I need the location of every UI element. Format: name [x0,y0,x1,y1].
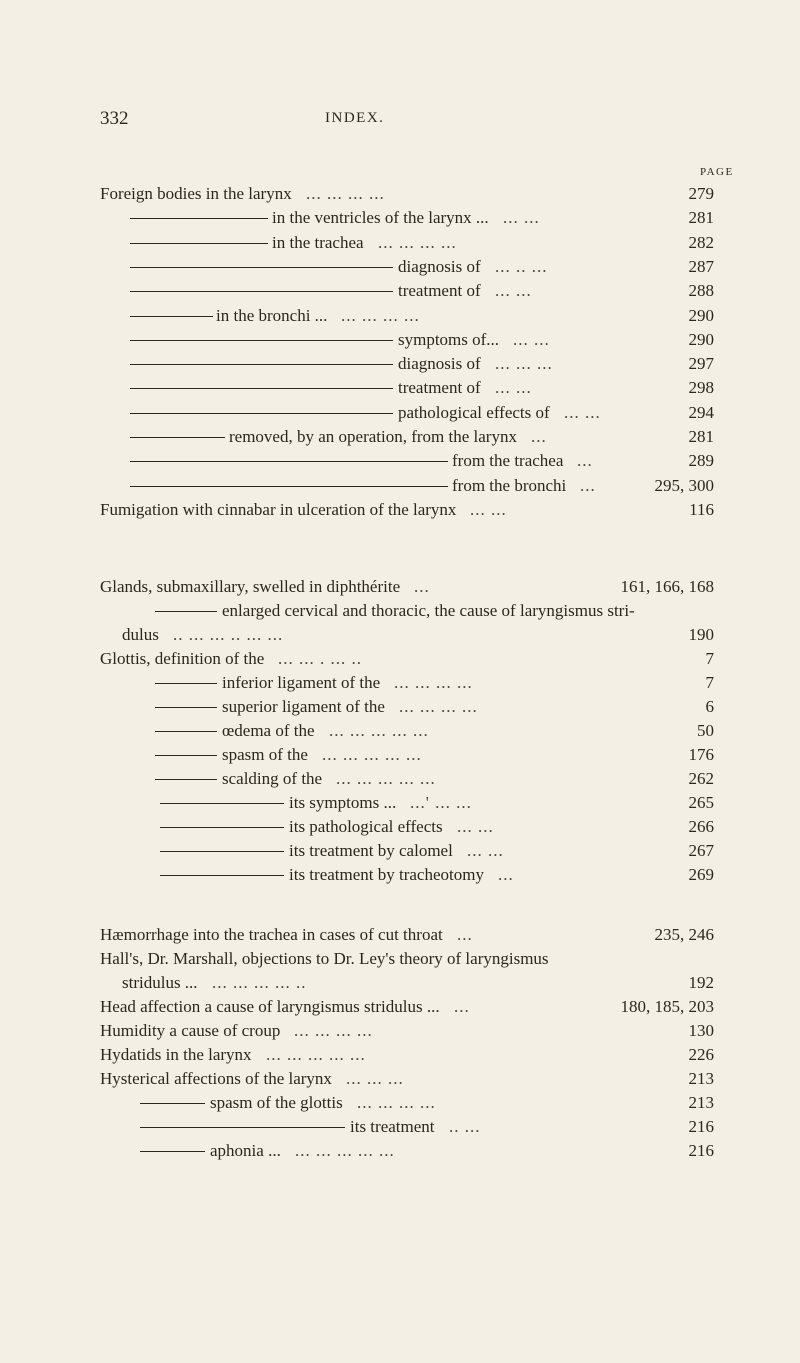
index-entry [0,863,800,887]
entry-text: inferior ligament of the [222,673,381,692]
ditto-dash [160,875,284,876]
entry-text: spasm of the [222,745,308,764]
index-entry [0,971,800,995]
page-reference: 7 [705,649,714,668]
leader-dots: ... [454,997,470,1016]
ditto-dash [130,218,268,219]
leader-dots: ... [498,865,514,884]
entry-text: Hæmorrhage into the trachea in cases of cut throat [100,925,443,944]
leader-dots: ... ... ... ... ... [295,1141,395,1160]
leader-dots: ... ... . ... .. [278,649,362,668]
ditto-dash [130,291,393,292]
entry-text: from the bronchi [452,475,567,495]
leader-dots: ... ... [457,817,494,836]
page-reference: 281 [688,427,714,446]
leader-dots: ... ... [513,329,550,349]
leader-dots: .. ... ... .. ... ... [173,625,284,644]
page-column-label: PAGE [700,166,734,178]
page-reference: 282 [688,232,714,252]
page-reference: 294 [688,402,714,422]
page-reference: 266 [688,817,714,836]
page-reference: 290 [688,329,714,349]
leader-dots: ... ... ... ... ... [336,769,436,788]
entry-text: in the bronchi ... [216,305,328,325]
leader-dots: ... [577,451,593,471]
page-reference: 279 [688,184,714,203]
leader-dots: ... ... ... ... [378,232,457,252]
page-reference: 265 [688,793,714,812]
index-entry [0,599,800,623]
ditto-dash [155,611,217,612]
ditto-dash [160,827,284,828]
entry-text: symptoms of... [398,329,500,349]
entry-text: dulus [122,625,159,644]
leader-dots: ... ... ... ... [399,697,478,716]
leader-dots: ... ... ... ... .. [212,973,307,992]
page-reference: 161, 166, 168 [620,577,714,596]
ditto-dash [130,243,268,244]
page-reference: 192 [688,973,714,992]
entry-text: Hysterical affections of the larynx [100,1069,332,1088]
page-reference: 290 [688,305,714,325]
ditto-dash [160,803,284,804]
index-entry [0,182,800,206]
page-header [0,108,800,132]
index-entry [0,1115,800,1139]
leader-dots: ... [414,577,430,596]
index-entry [0,231,800,255]
entry-text: its treatment by tracheotomy [289,865,484,884]
index-entry [0,328,800,352]
entry-text: Hall's, Dr. Marshall, objections to Dr. Ley's theory of laryngismus [100,949,549,968]
index-entry [0,815,800,839]
ditto-dash [155,755,217,756]
index-entry [0,719,800,743]
entry-text: treatment of [398,281,481,301]
index-entry [0,1019,800,1043]
ditto-dash [140,1127,345,1128]
page-reference: 298 [688,378,714,398]
leader-dots: ... ... [467,841,504,860]
leader-dots: ... ... ... [495,354,553,374]
page-reference: 7 [705,673,714,692]
page-reference: 176 [688,745,714,764]
leader-dots: ... [531,427,547,446]
index-entry [0,1067,800,1091]
entry-text: its pathological effects [289,817,443,836]
page-reference: 289 [688,451,714,471]
ditto-dash [155,731,217,732]
page-reference: 6 [705,697,714,716]
page-reference: 295, 300 [654,475,714,495]
index-entry [0,474,800,498]
entry-text: enlarged cervical and thoracic, the cause of laryngismus stri- [222,601,635,620]
index-entry [0,767,800,791]
leader-dots: ... ... ... ... [294,1021,373,1040]
leader-dots: .. ... [449,1117,481,1136]
entry-text: from the trachea [452,451,564,471]
ditto-dash [155,779,217,780]
page-reference: 297 [688,354,714,374]
ditto-dash [155,683,217,684]
leader-dots: ... ... ... ... ... [266,1045,366,1064]
index-entry [0,304,800,328]
index-entry [0,376,800,400]
page-reference: 269 [688,865,714,884]
page-reference: 281 [688,208,714,228]
entry-text: Glands, submaxillary, swelled in diphthérite [100,577,401,596]
entry-text: œdema of the [222,721,315,740]
index-entry [0,791,800,815]
index-entry [0,575,800,599]
entry-text: diagnosis of [398,256,481,276]
entry-text: removed, by an operation, from the larynx [229,427,517,446]
leader-dots: ... ... ... ... ... [322,745,422,764]
ditto-dash [130,461,448,462]
leader-dots: ... ... ... ... [394,673,473,692]
index-entry [0,839,800,863]
index-entry [0,449,800,473]
index-entry [0,995,800,1019]
leader-dots: ... ... ... ... [306,184,385,203]
ditto-dash [130,486,448,487]
entry-text: diagnosis of [398,354,481,374]
leader-dots: ... ... [470,499,507,519]
index-entry [0,623,800,647]
ditto-dash [130,267,393,268]
index-entry [0,498,800,522]
ditto-dash [130,316,213,317]
entry-text: pathological effects of [398,402,550,422]
page-reference: 226 [688,1045,714,1064]
ditto-dash [155,707,217,708]
ditto-dash [130,388,393,389]
page-reference: 216 [688,1141,714,1160]
ditto-dash [130,364,393,365]
index-entry [0,647,800,671]
ditto-dash [140,1151,205,1152]
entry-text: aphonia ... [210,1141,281,1160]
index-entry [0,255,800,279]
ditto-dash [160,851,284,852]
entry-text: in the trachea [272,232,364,252]
page-reference: 213 [688,1069,714,1088]
entry-text: Humidity a cause of croup [100,1021,281,1040]
index-entry [0,401,800,425]
page-reference: 116 [689,499,714,519]
index-entry [0,352,800,376]
entry-text: scalding of the [222,769,323,788]
leader-dots: ... ... ... [346,1069,404,1088]
ditto-dash [130,413,393,414]
leader-dots: ... ... ... ... ... [329,721,429,740]
page-reference: 216 [688,1117,714,1136]
index-entry [0,1091,800,1115]
page-reference: 180, 185, 203 [620,997,714,1016]
entry-text: its treatment [350,1117,435,1136]
index-entry [0,1043,800,1067]
leader-dots: ... ... [564,402,601,422]
entry-text: superior ligament of the [222,697,385,716]
leader-dots: ... ... ... ... [357,1093,436,1112]
entry-text: treatment of [398,378,481,398]
page-reference: 130 [688,1021,714,1040]
page-reference: 267 [688,841,714,860]
ditto-dash [130,340,393,341]
leader-dots: ...' ... ... [410,793,472,812]
entry-text: in the ventricles of the larynx ... [272,208,489,228]
page-reference: 288 [688,281,714,301]
entry-text: its symptoms ... [289,793,397,812]
entry-text: Hydatids in the larynx [100,1045,252,1064]
entry-text: its treatment by calomel [289,841,453,860]
index-entry [0,425,800,449]
ditto-dash [140,1103,205,1104]
entry-text: stridulus ... [122,973,198,992]
leader-dots: ... ... [495,281,532,301]
page-title: INDEX. [325,110,385,126]
entry-text: Fumigation with cinnabar in ulceration of the larynx [100,499,457,519]
index-entry [0,671,800,695]
leader-dots: ... .. ... [495,256,548,276]
leader-dots: ... ... [495,378,532,398]
page-reference: 262 [688,769,714,788]
index-entry [0,279,800,303]
entry-text: Glottis, definition of the [100,649,265,668]
page-reference: 190 [688,625,714,644]
entry-text: spasm of the glottis [210,1093,343,1112]
entry-text: Foreign bodies in the larynx [100,184,292,203]
entry-text: Head affection a cause of laryngismus stridulus ... [100,997,440,1016]
page-reference: 50 [697,721,714,740]
index-entry [0,947,800,971]
index-entry [0,206,800,230]
index-entry [0,695,800,719]
leader-dots: ... [457,925,473,944]
index-entry [0,743,800,767]
index-entry [0,923,800,947]
page-reference: 213 [688,1093,714,1112]
ditto-dash [130,437,225,438]
page-reference: 287 [688,256,714,276]
page-number: 332 [100,108,129,129]
page-reference: 235, 246 [654,925,714,944]
leader-dots: ... [580,475,596,495]
leader-dots: ... ... ... ... [341,305,420,325]
index-entry [0,1139,800,1163]
leader-dots: ... ... [503,208,540,228]
